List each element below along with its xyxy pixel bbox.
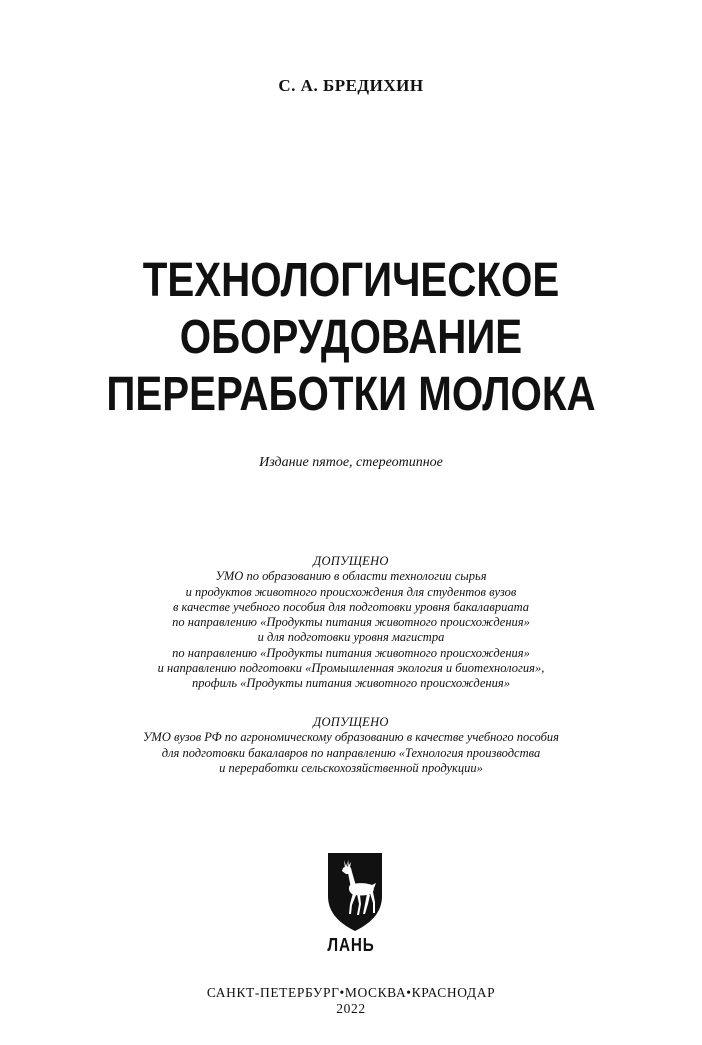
- approval-line: и переработки сельскохозяйственной продукции»: [219, 760, 483, 775]
- approval-line: для подготовки бакалавров по направлению «Технология производства: [161, 745, 541, 760]
- book-title-line: ТЕХНОЛОГИЧЕСКОЕ: [142, 254, 560, 307]
- approval-block-1: [0, 554, 702, 692]
- book-title-line: ОБОРУДОВАНИЕ: [179, 311, 523, 364]
- publication-year: 2022: [336, 1001, 366, 1016]
- deer-shield-icon: [327, 852, 383, 932]
- approval-line: в качестве учебного пособия для подготовки уровня бакалавриата: [172, 599, 530, 614]
- book-title: [56, 252, 646, 423]
- author-name: С. А. БРЕДИХИН: [278, 76, 424, 95]
- approval-line: и для подготовки уровня магистра: [257, 630, 445, 645]
- publisher-name: ЛАНЬ: [327, 935, 375, 955]
- approval-line: по направлению «Продукты питания животного происхождения»: [172, 615, 530, 630]
- approval-line: профиль «Продукты питания животного происхождения»: [192, 676, 510, 691]
- approval-heading: ДОПУЩЕНО: [313, 715, 389, 729]
- approval-block-2: [0, 715, 702, 776]
- edition-note: Издание пятое, стереотипное: [259, 455, 443, 470]
- approval-line: УМО вузов РФ по агрономическому образованию в качестве учебного пособия: [143, 730, 559, 745]
- book-title-line: ПЕРЕРАБОТКИ МОЛОКА: [106, 368, 596, 421]
- publication-cities: САНКТ-ПЕТЕРБУРГ•МОСКВА•КРАСНОДАР: [206, 985, 496, 1000]
- approval-line: и направлению подготовки «Промышленная экология и биотехнология»,: [157, 661, 545, 676]
- approval-line: и продуктов животного происхождения для студентов вузов: [185, 584, 517, 599]
- approval-line: УМО по образованию в области технологии сырья: [215, 569, 487, 584]
- approval-heading: ДОПУЩЕНО: [313, 554, 389, 568]
- approval-line: по направлению «Продукты питания животного происхождения»: [172, 645, 530, 660]
